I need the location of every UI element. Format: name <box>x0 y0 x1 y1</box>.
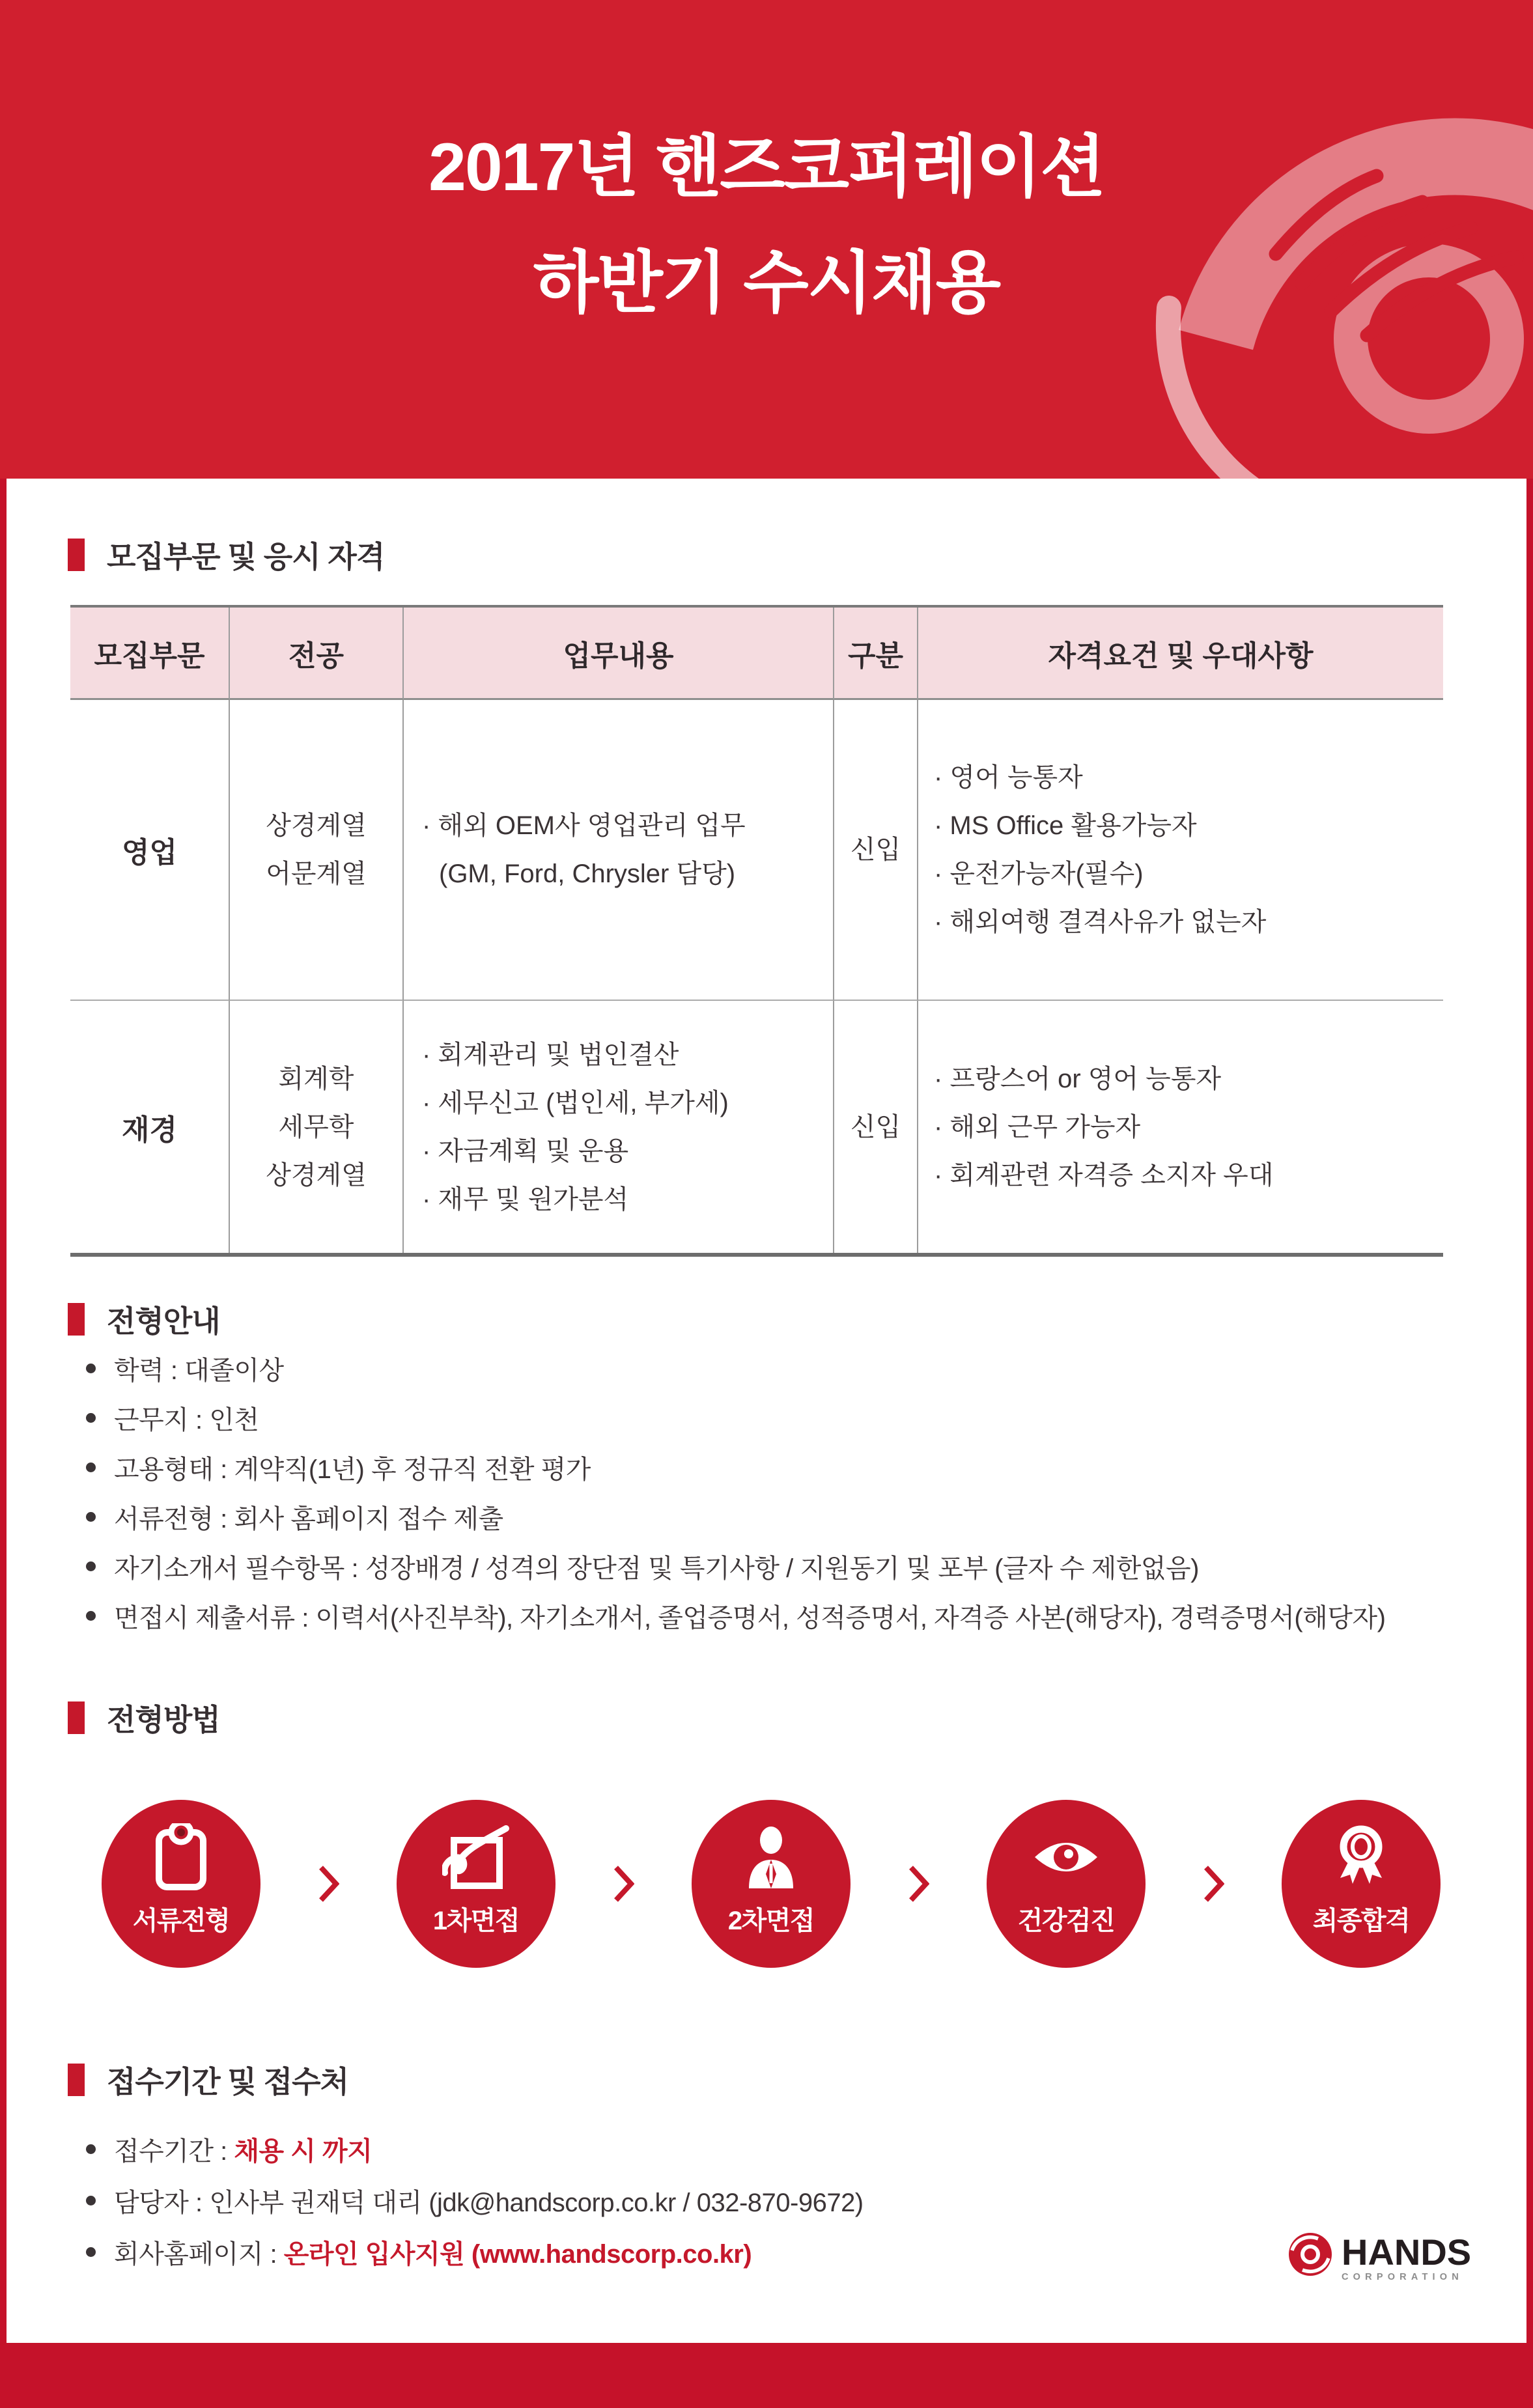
list-item: 근무지 : 인천 <box>86 1393 1385 1442</box>
left-red-stripe <box>0 479 7 2343</box>
process-step-label: 최종합격 <box>1312 1907 1410 1935</box>
bullet-dot-icon <box>86 1463 96 1472</box>
table-row-cell-duties: · 회계관리 및 법인결산 · 세무신고 (법인세, 부가세) · 자금계획 및 운용 · 재무 및 원가분석 <box>404 1001 834 1253</box>
header-banner <box>0 0 1533 479</box>
process-step-interview1 <box>397 1800 556 1968</box>
list-item: 회사홈페이지 : 온라인 입사지원 (www.handscorp.co.kr) <box>86 2226 864 2278</box>
process-step-health-check <box>987 1800 1146 1968</box>
deadline-highlight: 채용 시 까지 <box>234 2137 373 2166</box>
bullet-dot-icon <box>86 1413 96 1423</box>
process-step-interview2 <box>692 1800 851 1968</box>
bullet-dot-icon <box>86 1611 96 1621</box>
process-step-label: 2차면접 <box>727 1907 815 1935</box>
table-header-part: 모집부문 <box>70 608 230 700</box>
process-step-label: 건강검진 <box>1017 1907 1115 1935</box>
process-step-documents <box>102 1800 260 1968</box>
bullet-dot-icon <box>86 1561 96 1571</box>
section-bullet-icon <box>68 1303 85 1336</box>
hands-logo-icon <box>1288 2232 1332 2276</box>
chevron-right-icon <box>851 1865 987 1903</box>
website-highlight: 온라인 입사지원 (www.handscorp.co.kr) <box>283 2240 752 2269</box>
bullet-dot-icon <box>86 1364 96 1373</box>
bullet-dot-icon <box>86 1512 96 1522</box>
table-row-cell-part: 영업 <box>70 700 230 1001</box>
section-guide-heading <box>68 1302 220 1336</box>
recruit-table <box>70 605 1443 1257</box>
list-item: 면접시 제출서류 : 이력서(사진부착), 자기소개서, 졸업증명서, 성적증명서, 자격증 사본(해당자), 경력증명서(해당자) <box>86 1591 1385 1640</box>
section-apply-heading <box>68 2063 348 2097</box>
table-row-cell-duties: · 해외 OEM사 영업관리 업무 (GM, Ford, Chrysler 담당) <box>404 700 834 1001</box>
right-red-stripe <box>1526 479 1533 2343</box>
process-flow <box>102 1800 1441 1968</box>
section-title: 전형안내 <box>107 1304 220 1338</box>
section-bullet-icon <box>68 1701 85 1734</box>
hands-logo <box>1288 2232 1471 2282</box>
eye-icon <box>1030 1823 1102 1891</box>
section-title: 접수기간 및 접수처 <box>107 2065 349 2099</box>
footer-red-bar <box>0 2343 1533 2408</box>
guide-list <box>86 1343 1385 1640</box>
section-title: 전형방법 <box>107 1703 220 1737</box>
bullet-dot-icon <box>86 2196 96 2205</box>
section-recruit-heading <box>68 538 384 572</box>
list-item: 고용형태 : 계약직(1년) 후 정규직 전환 평가 <box>86 1442 1385 1492</box>
list-item: 서류전형 : 회사 홈페이지 접수 제출 <box>86 1492 1385 1541</box>
poster-title-line1: 2017년 핸즈코퍼레이션 <box>429 130 1104 205</box>
brand-name: HANDS <box>1342 2232 1472 2273</box>
table-row-cell-type: 신입 <box>834 1001 918 1253</box>
person-icon <box>740 1823 802 1891</box>
list-item: 자기소개서 필수항목 : 성장배경 / 성격의 장단점 및 특기사항 / 지원동기 및 포부 (글자 수 제한없음) <box>86 1541 1385 1591</box>
chevron-right-icon <box>260 1865 397 1903</box>
section-bullet-icon <box>68 2064 85 2096</box>
list-item: 접수기간 : 채용 시 까지 <box>86 2123 864 2175</box>
clipboard-icon <box>150 1823 212 1891</box>
table-row-cell-quals: · 프랑스어 or 영어 능통자 · 해외 근무 가능자 · 회계관련 자격증 소지자 우대 <box>934 1064 1274 1190</box>
brand-subtitle: CORPORATION <box>1342 2272 1463 2282</box>
chevron-right-icon <box>1146 1865 1282 1903</box>
table-row-cell-major: 회계학 세무학 상경계열 <box>230 1001 404 1253</box>
table-header-major: 전공 <box>230 608 404 700</box>
process-step-label: 서류전형 <box>132 1907 230 1935</box>
section-bullet-icon <box>68 539 85 571</box>
apply-list <box>86 2123 864 2278</box>
process-step-final-pass <box>1282 1800 1441 1968</box>
list-item: 담당자 : 인사부 권재덕 대리 (jdk@handscorp.co.kr / 032-870-9672) <box>86 2175 864 2226</box>
poster-title <box>0 0 1533 341</box>
bullet-dot-icon <box>86 2144 96 2154</box>
table-header-quals: 자격요건 및 우대사항 <box>918 608 1443 700</box>
list-item: 학력 : 대졸이상 <box>86 1343 1385 1393</box>
table-header-duties: 업무내용 <box>404 608 834 700</box>
table-row-cell-part: 재경 <box>70 1001 230 1253</box>
section-title: 모집부문 및 응시 자격 <box>107 540 385 574</box>
bullet-dot-icon <box>86 2247 96 2257</box>
medal-icon <box>1330 1823 1392 1891</box>
table-row-cell-type: 신입 <box>834 700 918 1001</box>
chevron-right-icon <box>556 1865 692 1903</box>
table-row-cell-major: 상경계열 어문계열 <box>230 700 404 1001</box>
poster-title-line2: 하반기 수시채용 <box>533 245 1000 321</box>
table-row-cell-quals: · 영어 능통자 · MS Office 활용가능자 · 운전가능자(필수) · 해외여행 결격사유가 없는자 <box>918 700 1443 1001</box>
table-header-type: 구분 <box>834 608 918 700</box>
process-step-label: 1차면접 <box>432 1907 520 1935</box>
section-process-heading <box>68 1701 220 1735</box>
pen-square-icon <box>442 1823 510 1891</box>
